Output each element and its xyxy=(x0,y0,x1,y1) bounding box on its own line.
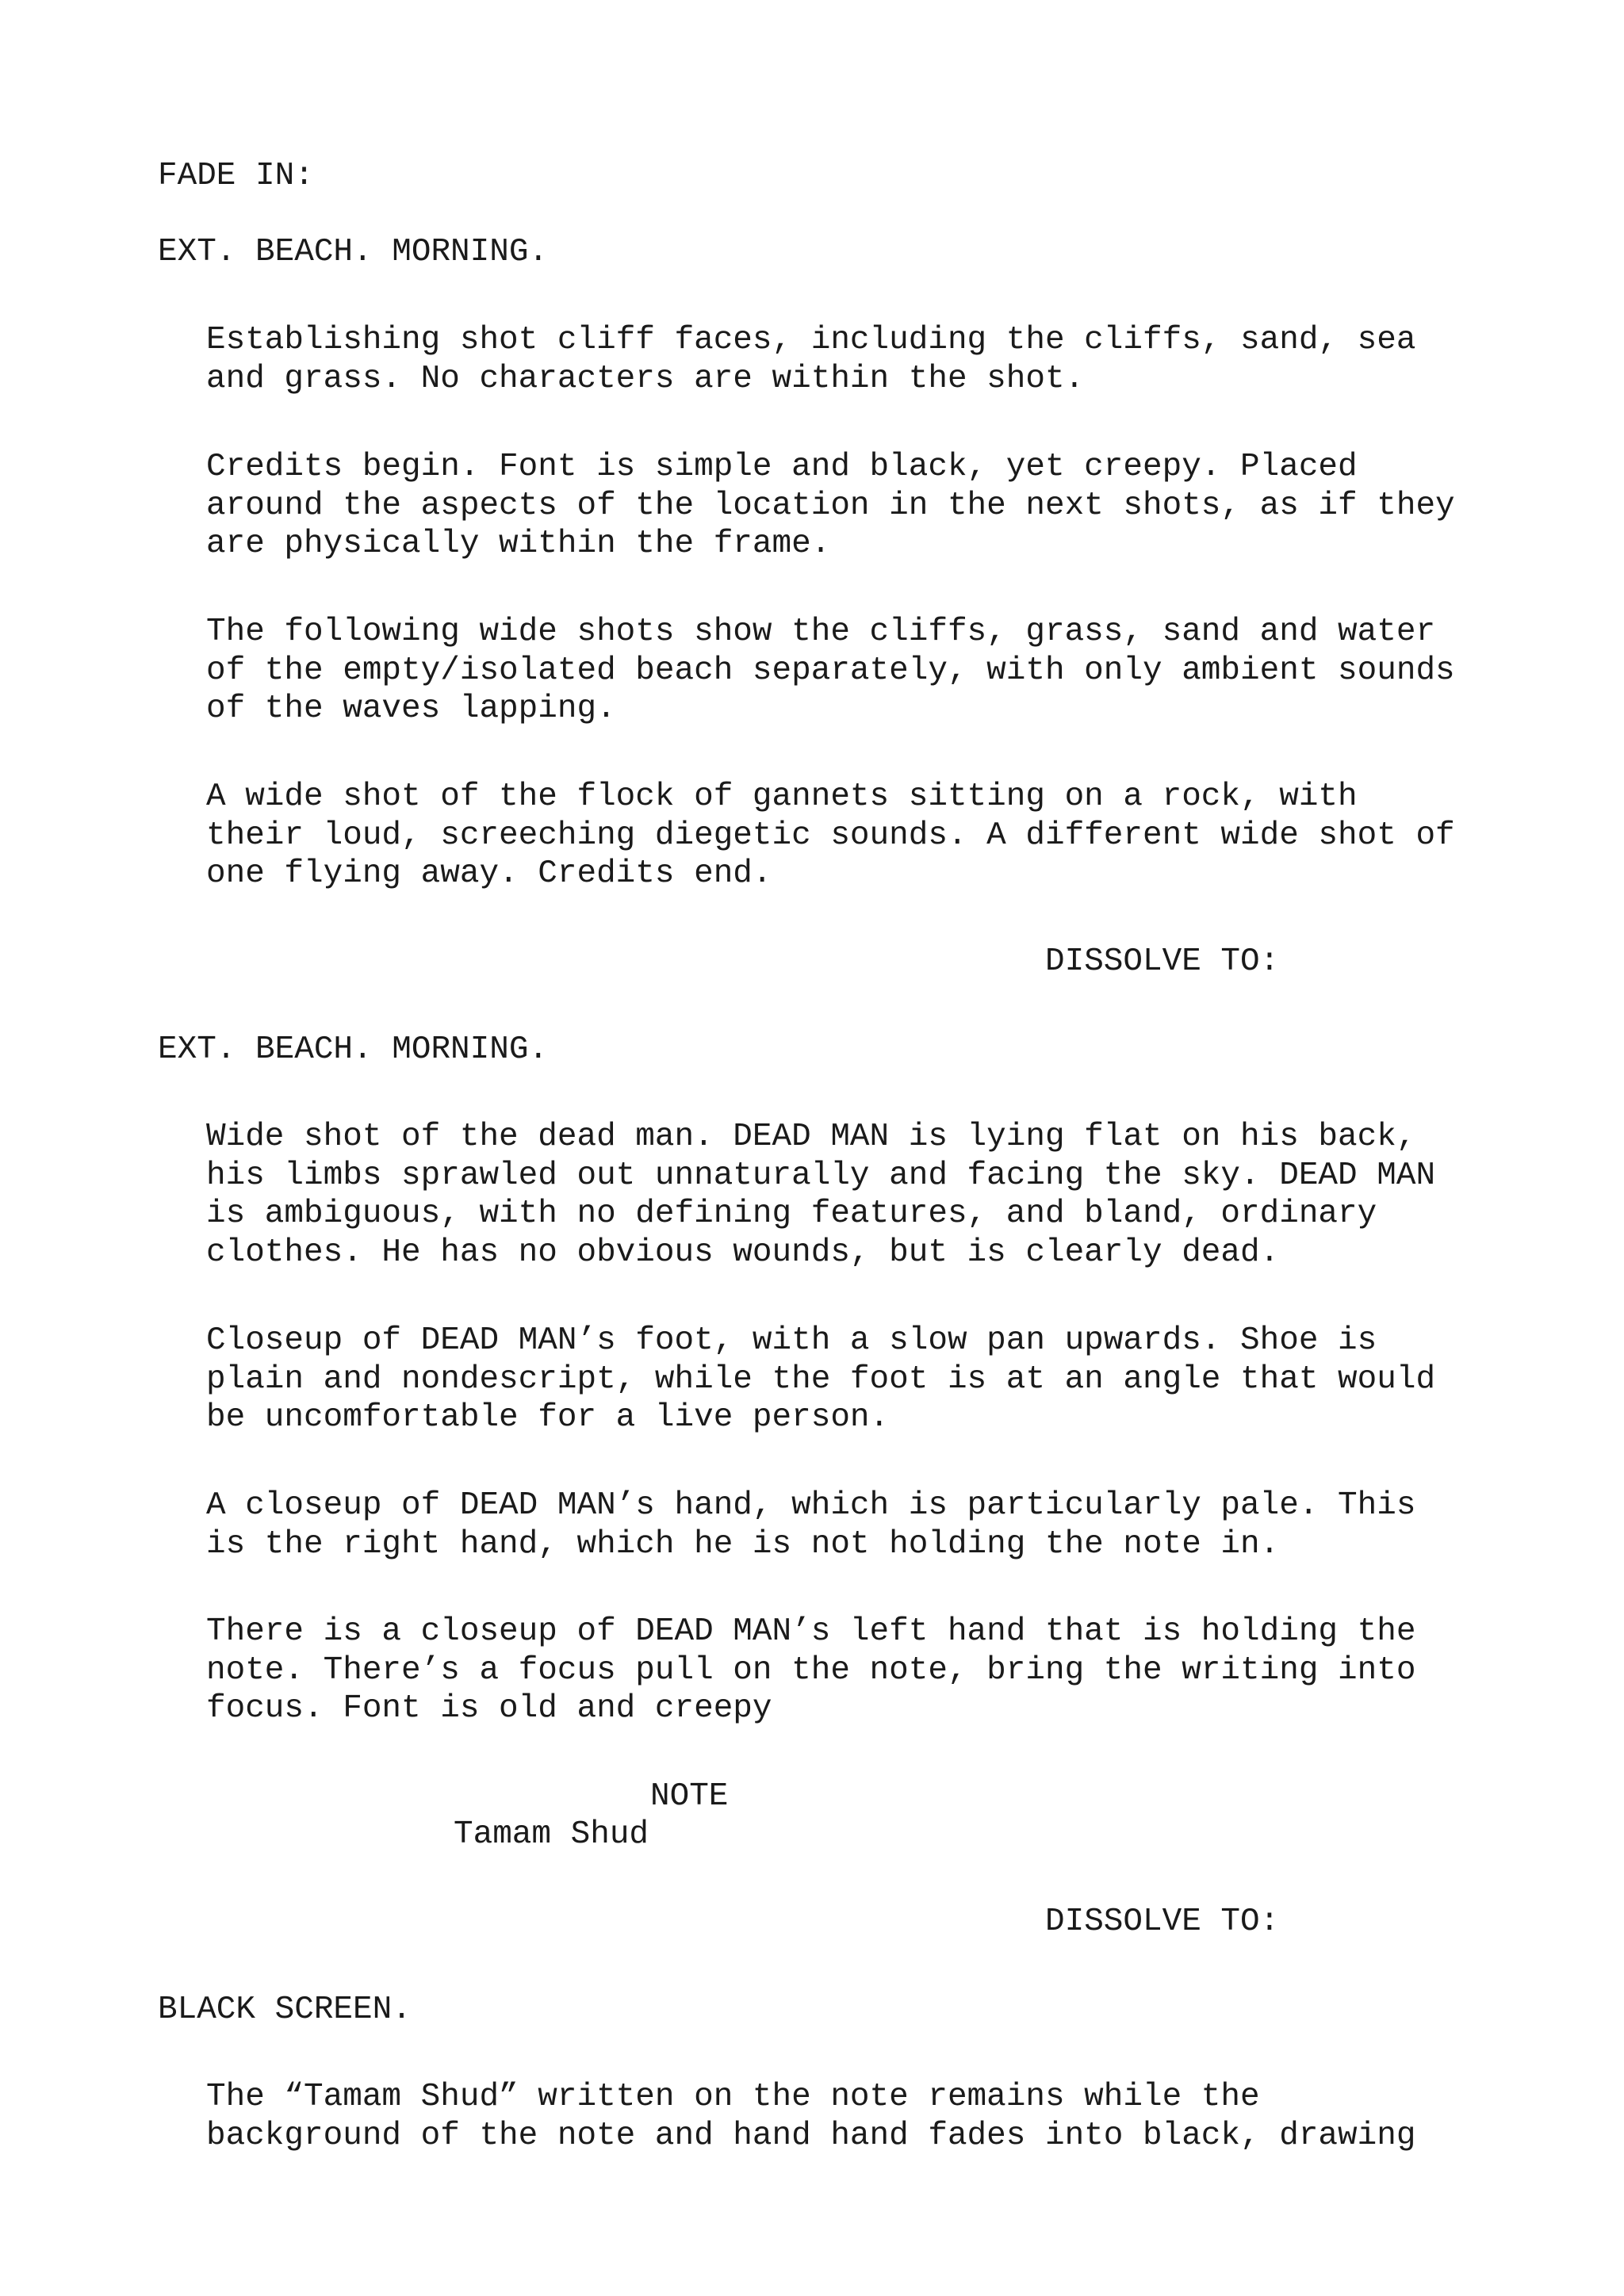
transition-dissolve-1: DISSOLVE TO: xyxy=(1045,943,1280,980)
character-name: NOTE xyxy=(650,1778,729,1815)
dialogue: Tamam Shud xyxy=(454,1816,649,1853)
action-paragraph xyxy=(206,2078,1415,2155)
action-line: The following wide shots show the cliffs, grass, sand and water xyxy=(206,614,1436,650)
action-paragraph xyxy=(206,321,1415,398)
action-line: be uncomfortable for a live person. xyxy=(206,1399,890,1436)
action-line: clothes. He has no obvious wounds, but is clearly dead. xyxy=(206,1234,1280,1271)
action-paragraph xyxy=(206,778,1455,894)
action-line: and grass. No characters are within the shot. xyxy=(206,360,1085,397)
transition-fade-in: FADE IN: xyxy=(158,158,314,194)
scene-heading-1: EXT. BEACH. MORNING. xyxy=(158,234,549,270)
action-line: Credits begin. Font is simple and black, yet creepy. Placed xyxy=(206,449,1358,485)
action-paragraph xyxy=(206,1118,1435,1272)
action-line: plain and nondescript, while the foot is at an angle that would xyxy=(206,1360,1436,1398)
action-line: is the right hand, which he is not holding the note in. xyxy=(206,1525,1280,1563)
action-line: note. There’s a focus pull on the note, bring the writing into xyxy=(206,1651,1416,1689)
action-line: are physically within the frame. xyxy=(206,526,831,562)
action-paragraph xyxy=(206,613,1455,729)
action-line: of the waves lapping. xyxy=(206,691,616,727)
action-paragraph xyxy=(206,1613,1415,1728)
action-line: Establishing shot cliff faces, including the cliffs, sand, sea xyxy=(206,322,1416,358)
action-line: is ambiguous, with no defining features, and bland, ordinary xyxy=(206,1196,1377,1232)
action-line: The “Tamam Shud” written on the note remains while the xyxy=(206,2079,1260,2115)
action-line: There is a closeup of DEAD MAN’s left hand that is holding the xyxy=(206,1613,1416,1650)
action-line: their loud, screeching diegetic sounds. A different wide shot of xyxy=(206,817,1455,854)
scene-heading-3: BLACK SCREEN. xyxy=(158,1992,412,2028)
scene-heading-2: EXT. BEACH. MORNING. xyxy=(158,1031,549,1068)
action-line: of the empty/isolated beach separately, with only ambient sounds xyxy=(206,652,1455,689)
action-line: Closeup of DEAD MAN’s foot, with a slow pan upwards. Shoe is xyxy=(206,1322,1377,1359)
action-line: A closeup of DEAD MAN’s hand, which is particularly pale. This xyxy=(206,1487,1416,1524)
action-line: one flying away. Credits end. xyxy=(206,855,772,892)
action-line: Wide shot of the dead man. DEAD MAN is lying flat on his back, xyxy=(206,1119,1416,1155)
action-paragraph xyxy=(206,1487,1415,1563)
action-line: focus. Font is old and creepy xyxy=(206,1690,772,1727)
action-line: around the aspects of the location in the next shots, as if they xyxy=(206,487,1455,524)
action-paragraph xyxy=(206,448,1455,564)
action-line: his limbs sprawled out unnaturally and facing the sky. DEAD MAN xyxy=(206,1157,1436,1194)
action-line: background of the note and hand hand fades into black, drawing xyxy=(206,2117,1416,2154)
transition-dissolve-2: DISSOLVE TO: xyxy=(1045,1904,1280,1940)
action-line: A wide shot of the flock of gannets sitting on a rock, with xyxy=(206,779,1358,815)
action-paragraph xyxy=(206,1322,1435,1437)
